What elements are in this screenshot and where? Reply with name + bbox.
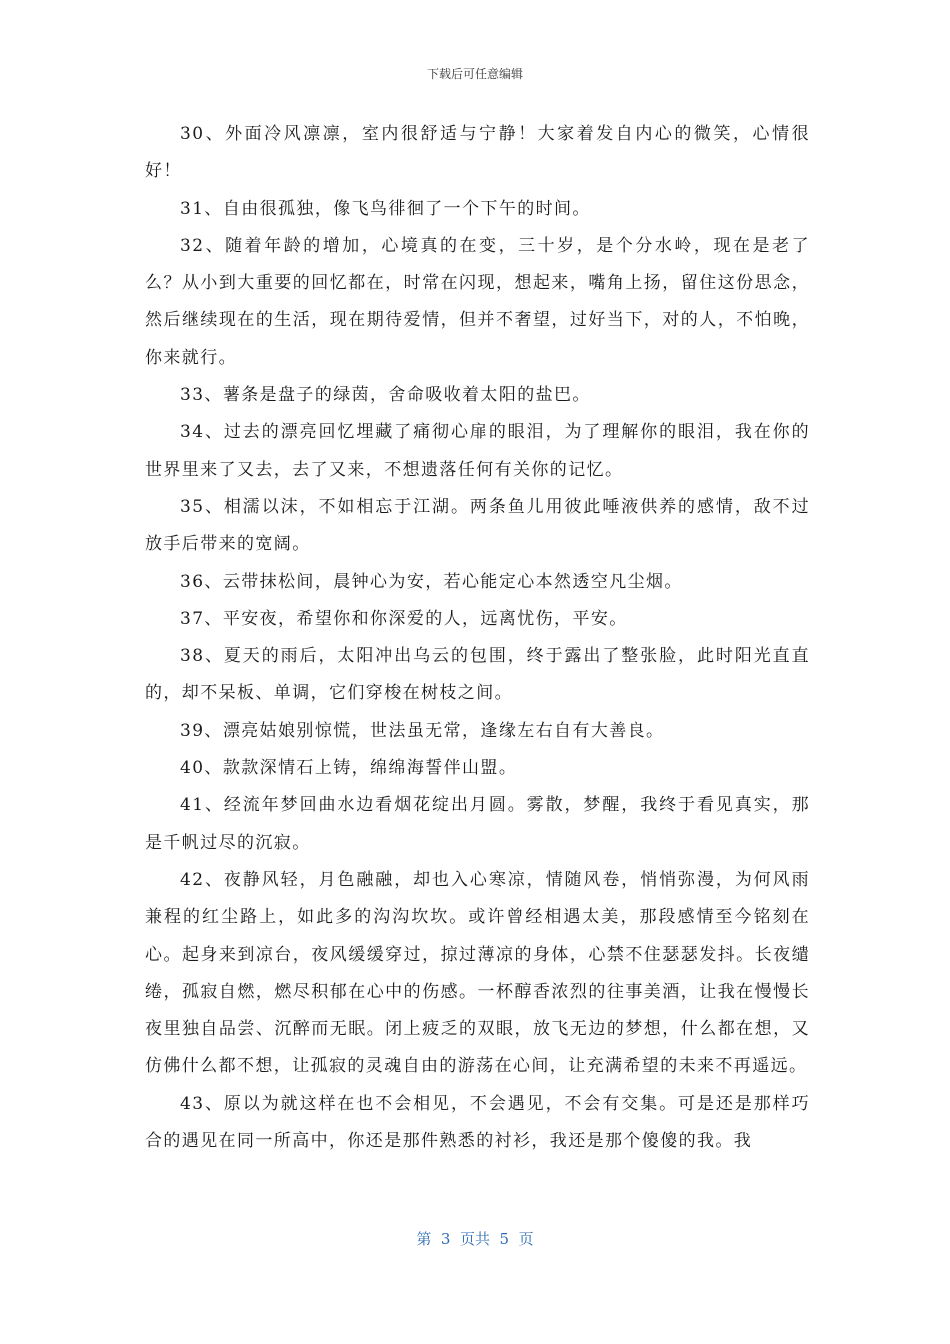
paragraph-38: 38、夏天的雨后，太阳冲出乌云的包围，终于露出了整张脸，此时阳光直直的，却不呆板、单调，它们穿梭在树枝之间。 xyxy=(145,646,810,704)
paragraph-34: 34、过去的漂亮回忆埋藏了痛彻心扉的眼泪，为了理解你的眼泪，我在你的世界里来了又去，去了又来，不想遗落任何有关你的记忆。 xyxy=(145,422,810,480)
page-number-footer: 第 3 页共 5 页 xyxy=(416,1230,534,1248)
page-header: 下载后可任意编辑 xyxy=(426,67,523,81)
paragraph-43: 43、原以为就这样在也不会相见，不会遇见，不会有交集。可是还是那样巧合的遇见在同一所高中，你还是那件熟悉的衬衫，我还是那个傻傻的我。我 xyxy=(145,1093,810,1152)
paragraph-35: 35、相濡以沫，不如相忘于江湖。两条鱼儿用彼此唾液供养的感情，敌不过放手后带来的宽阔。 xyxy=(145,496,810,555)
paragraph-40: 40、款款深情石上铸，绵绵海誓伴山盟。 xyxy=(180,758,518,779)
paragraph-42: 42、夜静风轻，月色融融，却也入心寒凉，情随风卷，悄悄弥漫，为何风雨兼程的红尘路上，如此多的沟沟坎坎。或许曾经相遇太美，那段感情至今铭刻在心。起身来到凉台，夜风缓缓穿过，掠过薄凉的身体，心禁不住瑟瑟发抖。长夜缱绻，孤寂自燃，燃尽积郁在心中的伤感。一杯醇香浓烈的往事美酒，让我在慢慢长夜里独自品尝、沉醉而无眠。闭上疲乏的双眼，放飞无边的梦想，什么都在想，又仿佛什么都不想，让孤寂的灵魂自由的游荡在心间，让充满希望的未来不再遥远。 xyxy=(145,869,810,1077)
paragraph-39: 39、漂亮姑娘别惊慌，世法虽无常，逢缘左右自有大善良。 xyxy=(180,720,665,741)
paragraph-32: 32、随着年龄的增加，心境真的在变，三十岁，是个分水岭，现在是老了么？从小到大重要的回忆都在，时常在闪现，想起来，嘴角上扬，留住这份思念，然后继续现在的生活，现在期待爱情，但并不奢望，过好当下，对的人，不怕晚，你来就行。 xyxy=(145,235,810,368)
paragraph-37: 37、平安夜，希望你和你深爱的人，远离忧伤，平安。 xyxy=(180,608,628,629)
document-body xyxy=(145,116,810,1160)
paragraph-33: 33、薯条是盘子的绿茵，舍命吸收着太阳的盐巴。 xyxy=(180,385,591,406)
paragraph-31: 31、自由很孤独，像飞鸟徘徊了一个下午的时间。 xyxy=(180,198,591,219)
paragraph-41: 41、经流年梦回曲水边看烟花绽出月圆。雾散，梦醒，我终于看见真实，那是千帆过尽的沉寂。 xyxy=(145,795,810,853)
paragraph-36: 36、云带抹松间，晨钟心为安，若心能定心本然透空凡尘烟。 xyxy=(180,571,683,592)
paragraph-30: 30、外面冷风凛凛，室内很舒适与宁静！大家着发自内心的微笑，心情很好！ xyxy=(145,124,810,182)
